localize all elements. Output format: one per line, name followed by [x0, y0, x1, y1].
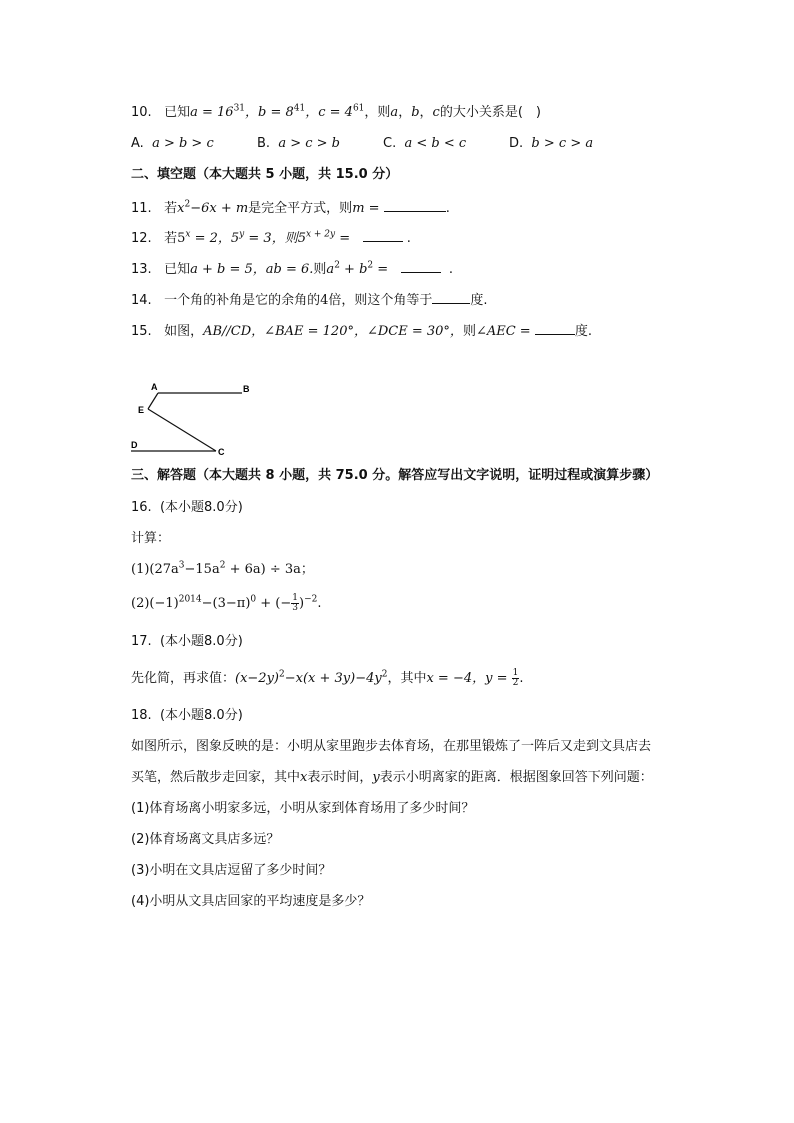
question-18-text-line-1: 如图所示，图象反映的是：小明从家里跑步去体育场，在那里锻炼了一阵后又走到文具店去	[131, 739, 652, 754]
section-heading-answer: 三、解答题（本大题共 8 小题，共 75.0 分。解答应写出文字说明，证明过程或演算步骤）	[131, 468, 659, 483]
point-label-a: A	[151, 382, 158, 392]
question-10: 10. 已知$a = 16^{31}$，$b = 8^{41}$，$c = 4^{61}$，则a，b，c的大小关系是( )	[131, 103, 541, 120]
question-16-part-1: $(1)(27a^3-15a^2 + 6a) \div 3a$；	[131, 560, 314, 577]
fraction: $\frac{1}{2}$	[512, 668, 519, 688]
question-16-part-2: $(2)(-1)^{2014}-(3-\pi)^0$ + (− $\frac{1}{3}$ )$^{-2}$.	[131, 593, 322, 613]
question-13: 13. 已知a + b = 5，ab = 6.则$a^2 + b^2$ = .	[131, 260, 453, 277]
question-14: 14. 一个角的补角是它的余角的4倍，则这个角等于 度.	[131, 290, 488, 310]
question-15: 15. 如图，AB//CD，∠BAE = 120°，∠DCE = 30°，则∠AEC = 度.	[131, 321, 592, 341]
question-18-item-2: (2)体育场离文具店多远？	[131, 832, 280, 847]
geometry-figure	[128, 379, 268, 461]
segment-ae	[148, 393, 158, 409]
question-11: 11. 若$x^2-6x + m$是完全平方式，则m = .	[131, 199, 450, 216]
point-label-b: B	[243, 384, 250, 394]
choice-c: C. a < b < c	[383, 136, 467, 151]
question-number: 10.	[131, 105, 152, 120]
question-12: 12. 若$5^x = 2$，$5^y = 3$，则$5^{x + 2y}$ = .	[131, 229, 411, 246]
point-label-e: E	[138, 405, 145, 415]
point-label-c: C	[218, 447, 225, 457]
choice-b: B. a > c > b	[257, 136, 340, 151]
question-18-item-3: (3)小明在文具店逗留了多少时间？	[131, 863, 332, 878]
choice-a: A. a > b > c	[131, 136, 214, 151]
question-16-intro: 计算：	[131, 531, 171, 546]
section-heading-fill-blank: 二、填空题（本大题共 5 小题，共 15.0 分）	[131, 167, 399, 182]
answer-blank[interactable]	[432, 290, 470, 304]
question-16-header: 16. (本小题8.0分)	[131, 500, 243, 515]
answer-blank[interactable]	[535, 321, 575, 335]
question-17-body: 先化简，再求值：$(x-2y)^2-x(x + 3y)-4y^2$，其中x = −4，y = $\frac{1}{2}$ .	[131, 668, 524, 688]
fraction: $\frac{1}{3}$	[292, 593, 298, 613]
answer-blank[interactable]	[384, 198, 446, 212]
point-label-d: D	[131, 440, 138, 450]
answer-blank[interactable]	[401, 259, 441, 273]
choice-d: D. b > c > a	[509, 136, 594, 151]
question-18-item-1: (1)体育场离小明家多远，小明从家到体育场用了多少时间？	[131, 801, 475, 816]
segment-ec	[148, 409, 216, 451]
question-18-header: 18. (本小题8.0分)	[131, 708, 243, 723]
question-17-header: 17. (本小题8.0分)	[131, 634, 243, 649]
answer-blank[interactable]	[363, 228, 403, 242]
question-18-text-line-2: 买笔，然后散步走回家，其中x表示时间，y表示小明离家的距离．根据图象回答下列问题：	[131, 770, 653, 785]
question-18-item-4: (4)小明从文具店回家的平均速度是多少？	[131, 894, 371, 909]
